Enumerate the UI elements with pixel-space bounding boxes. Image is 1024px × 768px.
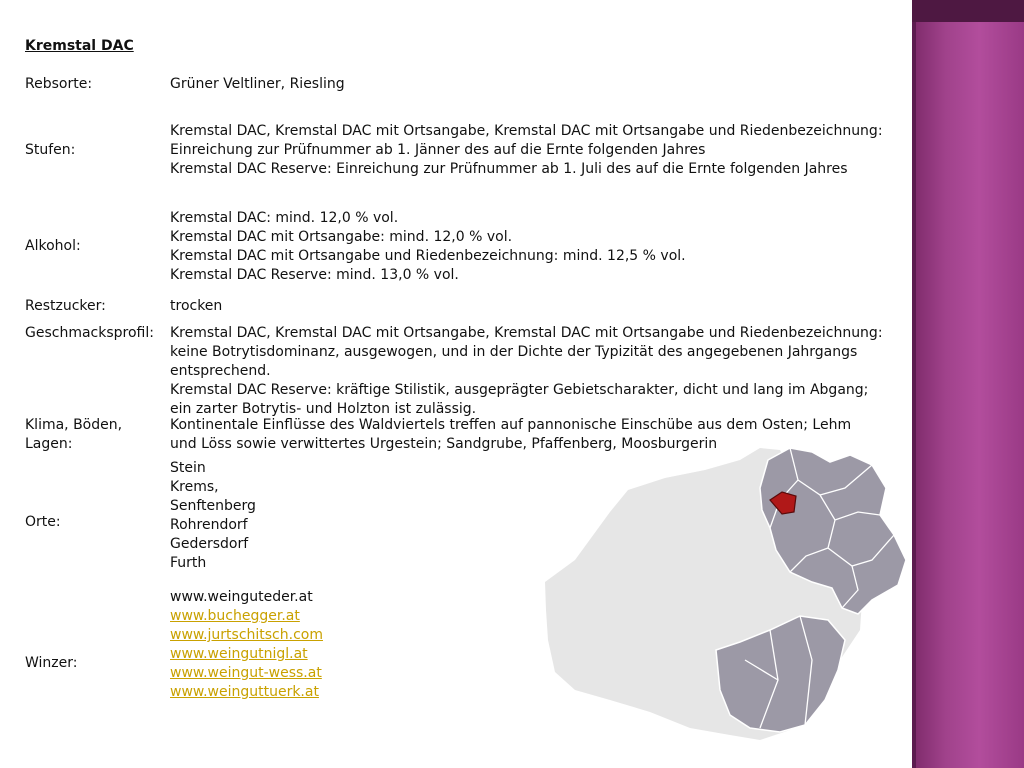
geschmack-line: Kremstal DAC Reserve: kräftige Stilistik, ausgeprägter Gebietscharakter, dicht und lang im Abgang; [170,382,869,398]
winzer-link[interactable]: www.buchegger.at [170,608,300,624]
klima-label-line: Lagen: [25,436,73,452]
label-restzucker: Restzucker: [25,298,106,314]
value-stufen [170,122,883,179]
alkohol-line: Kremstal DAC Reserve: mind. 13,0 % vol. [170,267,459,283]
klima-label-line: Klima, Böden, [25,417,123,433]
label-orte: Orte: [25,514,61,530]
label-klima [25,416,122,454]
geschmack-line: ein zarter Botrytis- und Holzton ist zulässig. [170,401,477,417]
alkohol-line: Kremstal DAC: mind. 12,0 % vol. [170,210,399,226]
geschmack-line: keine Botrytisdominanz, ausgewogen, und in der Dichte der Typizität des angegebenen Jahrgangs [170,344,858,360]
stufen-line: Kremstal DAC Reserve: Einreichung zur Prüfnummer ab 1. Juli des auf die Ernte folgenden Jahres [170,161,848,177]
label-alkohol: Alkohol: [25,238,81,254]
alkohol-line: Kremstal DAC mit Ortsangabe: mind. 12,0 % vol. [170,229,513,245]
winzer-link[interactable]: www.weinguttuerk.at [170,684,319,700]
sidebar-edge [912,0,916,768]
label-stufen: Stufen: [25,142,76,158]
label-rebsorte: Rebsorte: [25,76,93,92]
value-klima [170,416,851,454]
winzer-link[interactable]: www.weingut-wess.at [170,665,322,681]
value-restzucker: trocken [170,298,223,314]
value-orte [170,459,256,573]
winzer-link[interactable]: www.weingutnigl.at [170,646,308,662]
ort-item: Rohrendorf [170,517,248,533]
page-title: Kremstal DAC [25,38,134,54]
stufen-line: Kremstal DAC, Kremstal DAC mit Ortsangabe, Kremstal DAC mit Ortsangabe und Riedenbezeichnung: [170,123,883,139]
winzer-plain-text: www.weinguteder.at [170,589,313,605]
value-rebsorte: Grüner Veltliner, Riesling [170,76,345,92]
sidebar-top-strip [912,0,1024,22]
ort-item: Krems, [170,479,219,495]
value-winzer [170,588,323,702]
ort-item: Gedersdorf [170,536,249,552]
klima-line: und Löss sowie verwittertes Urgestein; Sandgrube, Pfaffenberg, Moosburgerin [170,436,718,452]
ort-item: Furth [170,555,207,571]
ort-item: Stein [170,460,206,476]
label-geschmacksprofil: Geschmacksprofil: [25,325,154,341]
ort-item: Senftenberg [170,498,256,514]
stufen-line: Einreichung zur Prüfnummer ab 1. Jänner des auf die Ernte folgenden Jahres [170,142,706,158]
alkohol-line: Kremstal DAC mit Ortsangabe und Riedenbezeichnung: mind. 12,5 % vol. [170,248,686,264]
winzer-link[interactable]: www.jurtschitsch.com [170,627,323,643]
value-geschmacksprofil [170,324,883,419]
decorative-sidebar [912,0,1024,768]
klima-line: Kontinentale Einflüsse des Waldviertels treffen auf pannonische Einschübe aus dem Osten; Lehm [170,417,852,433]
label-winzer: Winzer: [25,655,78,671]
geschmack-line: Kremstal DAC, Kremstal DAC mit Ortsangabe, Kremstal DAC mit Ortsangabe und Riedenbezeichnung: [170,325,883,341]
value-alkohol [170,209,686,285]
geschmack-line: entsprechend. [170,363,271,379]
